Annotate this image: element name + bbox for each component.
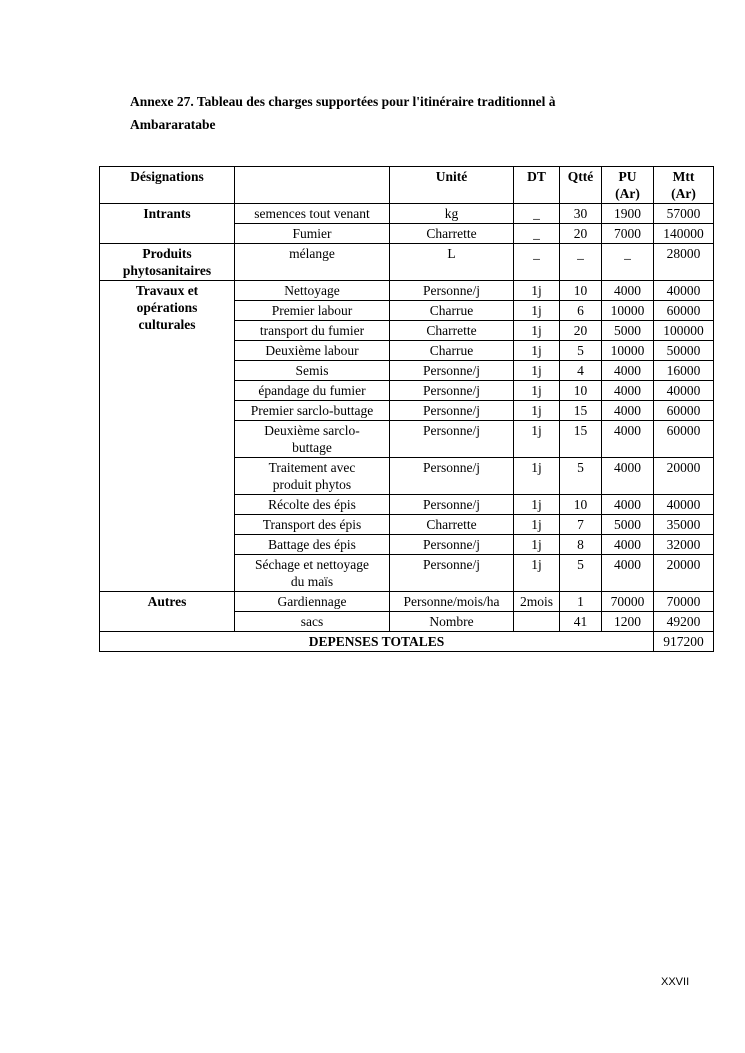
cell-item: Battage des épis <box>235 535 390 555</box>
cell-pu: 10000 <box>602 341 654 361</box>
cell-item: Deuxième labour <box>235 341 390 361</box>
header-pu <box>602 167 654 204</box>
cell-mtt: 32000 <box>654 535 714 555</box>
cell-mtt: 28000 <box>654 244 714 281</box>
cell-qtte: _ <box>560 244 602 281</box>
cell-item: Gardiennage <box>235 592 390 612</box>
cell-item-line-2: buttage <box>292 440 332 455</box>
cell-item: semences tout venant <box>235 204 390 224</box>
cell-item: Premier sarclo-buttage <box>235 401 390 421</box>
header-dt: DT <box>514 167 560 204</box>
cell-mtt: 16000 <box>654 361 714 381</box>
cell-qtte: 10 <box>560 381 602 401</box>
cell-unite: Personne/j <box>390 281 514 301</box>
cell-mtt: 20000 <box>654 458 714 495</box>
cell-dt: 1j <box>514 341 560 361</box>
cell-dt: 1j <box>514 535 560 555</box>
cell-mtt: 100000 <box>654 321 714 341</box>
cell-item: sacs <box>235 612 390 632</box>
cell-pu: 4000 <box>602 535 654 555</box>
cell-unite: Personne/j <box>390 381 514 401</box>
cell-item: Premier labour <box>235 301 390 321</box>
table-row <box>100 204 714 224</box>
cell-unite: Personne/j <box>390 458 514 495</box>
cell-mtt: 49200 <box>654 612 714 632</box>
annex-title-line-2: Ambararatabe <box>130 117 216 132</box>
cell-dt: 1j <box>514 458 560 495</box>
cell-unite: Personne/j <box>390 535 514 555</box>
cell-unite: Charrette <box>390 321 514 341</box>
cell-mtt: 50000 <box>654 341 714 361</box>
cell-unite: Charrue <box>390 341 514 361</box>
group-travaux <box>100 281 235 592</box>
cell-dt: 2mois <box>514 592 560 612</box>
cell-unite: Personne/j <box>390 555 514 592</box>
cell-item: Nettoyage <box>235 281 390 301</box>
cell-dt: _ <box>514 244 560 281</box>
cell-qtte: 15 <box>560 421 602 458</box>
cell-pu: 10000 <box>602 301 654 321</box>
cell-mtt: 60000 <box>654 421 714 458</box>
cell-pu: 4000 <box>602 555 654 592</box>
group-produits-line-2: phytosanitaires <box>122 263 212 278</box>
cell-pu: 4000 <box>602 281 654 301</box>
cell-item <box>235 421 390 458</box>
cell-mtt: 70000 <box>654 592 714 612</box>
table-row <box>100 592 714 612</box>
header-row <box>100 167 714 204</box>
annex-title-line-1: Annexe 27. Tableau des charges supportées pour l'itinéraire traditionnel à <box>130 94 556 109</box>
cell-unite: Personne/j <box>390 361 514 381</box>
cell-item <box>235 555 390 592</box>
cell-unite: kg <box>390 204 514 224</box>
cell-mtt: 20000 <box>654 555 714 592</box>
cell-pu: 1900 <box>602 204 654 224</box>
cell-pu: 4000 <box>602 458 654 495</box>
cell-qtte: 5 <box>560 458 602 495</box>
header-qtte: Qtté <box>560 167 602 204</box>
group-travaux-line-3: culturales <box>138 317 196 332</box>
group-produits-phytosanitaires <box>100 244 235 281</box>
cell-dt: 1j <box>514 381 560 401</box>
group-travaux-line-2: opérations <box>136 300 198 315</box>
cell-qtte: 41 <box>560 612 602 632</box>
cell-pu: 5000 <box>602 515 654 535</box>
group-autres: Autres <box>100 592 235 632</box>
cell-qtte: 5 <box>560 341 602 361</box>
cell-qtte: 10 <box>560 495 602 515</box>
cell-qtte: 8 <box>560 535 602 555</box>
cell-item: épandage du fumier <box>235 381 390 401</box>
cell-item-line-2: produit phytos <box>272 477 352 492</box>
cell-item: Transport des épis <box>235 515 390 535</box>
header-item <box>235 167 390 204</box>
total-value: 917200 <box>654 632 714 652</box>
annex-title <box>130 90 692 136</box>
total-label: DEPENSES TOTALES <box>100 632 654 652</box>
cell-dt: 1j <box>514 555 560 592</box>
charges-table <box>99 166 714 652</box>
cell-pu: 4000 <box>602 421 654 458</box>
cell-item: mélange <box>235 244 390 281</box>
cell-dt: _ <box>514 224 560 244</box>
group-produits-line-1: Produits <box>142 246 192 261</box>
header-designations: Désignations <box>100 167 235 204</box>
group-travaux-line-1: Travaux et <box>135 283 199 298</box>
header-pu-line-1: PU <box>618 169 637 184</box>
header-mtt <box>654 167 714 204</box>
cell-mtt: 140000 <box>654 224 714 244</box>
cell-pu: 4000 <box>602 401 654 421</box>
cell-pu: 5000 <box>602 321 654 341</box>
total-row <box>100 632 714 652</box>
cell-mtt: 40000 <box>654 381 714 401</box>
cell-unite: Personne/j <box>390 401 514 421</box>
cell-dt: 1j <box>514 281 560 301</box>
cell-pu: _ <box>602 244 654 281</box>
cell-dt: 1j <box>514 515 560 535</box>
cell-unite: Charrette <box>390 224 514 244</box>
cell-dt: 1j <box>514 421 560 458</box>
cell-dt <box>514 612 560 632</box>
cell-unite: Personne/mois/ha <box>390 592 514 612</box>
cell-unite: Charrette <box>390 515 514 535</box>
cell-pu: 70000 <box>602 592 654 612</box>
cell-qtte: 20 <box>560 321 602 341</box>
cell-unite: Personne/j <box>390 495 514 515</box>
cell-item <box>235 458 390 495</box>
cell-mtt: 40000 <box>654 281 714 301</box>
cell-qtte: 15 <box>560 401 602 421</box>
cell-mtt: 40000 <box>654 495 714 515</box>
cell-dt: 1j <box>514 495 560 515</box>
cell-qtte: 30 <box>560 204 602 224</box>
table-row <box>100 244 714 281</box>
cell-dt: 1j <box>514 401 560 421</box>
cell-item: transport du fumier <box>235 321 390 341</box>
page-number: XXVII <box>661 976 690 988</box>
cell-dt: 1j <box>514 361 560 381</box>
cell-item: Semis <box>235 361 390 381</box>
cell-unite: Personne/j <box>390 421 514 458</box>
cell-dt: 1j <box>514 321 560 341</box>
cell-dt: _ <box>514 204 560 224</box>
cell-item-line-2: du maïs <box>290 574 334 589</box>
cell-unite: Nombre <box>390 612 514 632</box>
cell-mtt: 60000 <box>654 401 714 421</box>
cell-qtte: 5 <box>560 555 602 592</box>
cell-pu: 7000 <box>602 224 654 244</box>
header-unite: Unité <box>390 167 514 204</box>
header-mtt-line-2: (Ar) <box>671 186 696 201</box>
cell-mtt: 35000 <box>654 515 714 535</box>
cell-pu: 4000 <box>602 495 654 515</box>
cell-item-line-1: Traitement avec <box>268 460 356 475</box>
cell-qtte: 6 <box>560 301 602 321</box>
cell-pu: 4000 <box>602 361 654 381</box>
cell-qtte: 1 <box>560 592 602 612</box>
cell-item-line-1: Deuxième sarclo- <box>264 423 360 438</box>
cell-item-line-1: Séchage et nettoyage <box>255 557 369 572</box>
header-mtt-line-1: Mtt <box>672 169 695 184</box>
cell-pu: 1200 <box>602 612 654 632</box>
cell-unite: L <box>390 244 514 281</box>
cell-qtte: 20 <box>560 224 602 244</box>
cell-mtt: 60000 <box>654 301 714 321</box>
cell-qtte: 4 <box>560 361 602 381</box>
cell-pu: 4000 <box>602 381 654 401</box>
cell-item: Récolte des épis <box>235 495 390 515</box>
cell-dt: 1j <box>514 301 560 321</box>
cell-qtte: 7 <box>560 515 602 535</box>
cell-unite: Charrue <box>390 301 514 321</box>
cell-mtt: 57000 <box>654 204 714 224</box>
cell-item: Fumier <box>235 224 390 244</box>
table-row <box>100 281 714 301</box>
group-intrants: Intrants <box>100 204 235 244</box>
cell-qtte: 10 <box>560 281 602 301</box>
header-pu-line-2: (Ar) <box>615 186 640 201</box>
